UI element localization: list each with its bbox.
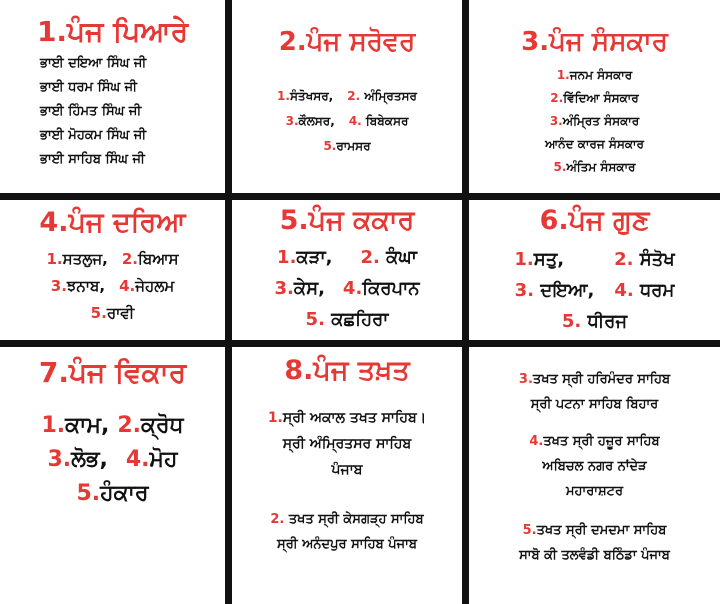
cell-panj-takht <box>232 347 462 604</box>
list-item: 1.ਸਤਲੁਜ, <box>46 250 108 268</box>
list-item: 3.ਕੌਲਸਰ, <box>285 114 335 128</box>
list-item: 5. ਕਛਹਿਰਾ <box>305 309 389 330</box>
list-item: 3.ਝਨਾਬ, <box>50 277 106 295</box>
list-item: 5.ਹੰਕਾਰ <box>76 481 149 506</box>
cell-panj-gun <box>469 200 720 340</box>
cell-title: 4.ਪੰਜ ਦਰਿਆ <box>39 207 186 238</box>
divider-vertical-1 <box>225 0 232 604</box>
list-item: 3.ਕੇਸ, <box>274 278 325 299</box>
list-item: 3.ਤਖਤ ਸ੍ਰੀ ਹਰਿਮੰਦਰ ਸਾਹਿਬ ਸ੍ਰੀ ਪਟਨਾ ਸਾਹਿਬ ਬਿਹਾਰ <box>518 372 671 412</box>
list-item: 2. ਤਖਤ ਸ੍ਰੀ ਕੇਸਗੜ੍ਹ ਸਾਹਿਬ ਸ੍ਰੀ ਅਨੰਦਪੁਰ ਸਾਹਿਬ ਪੰਜਾਬ <box>270 512 424 552</box>
divider-vertical-2 <box>462 0 469 604</box>
cell-title: 7.ਪੰਜ ਵਿਕਾਰ <box>38 356 187 389</box>
list-item: 2. ਅੰਮ੍ਰਿਤਸਰ <box>347 89 417 103</box>
list-item: 4.ਜੇਹਲਮ <box>119 277 175 295</box>
list-item: 5.ਅੰਤਿਮ ਸੰਸਕਾਰ <box>553 160 636 174</box>
list-item: 1.ਜਨਮ ਸੰਸਕਾਰ <box>556 68 633 82</box>
list-item: 5.ਤਖਤ ਸ੍ਰੀ ਦਮਦਮਾ ਸਾਹਿਬ ਸਾਬੋ ਕੀ ਤਲਵੰਡੀ ਬਠਿੰਡਾ ਪੰਜਾਬ <box>519 523 670 563</box>
list-item: 1.ਸ੍ਰੀ ਅਕਾਲ ਤਖਤ ਸਾਹਿਬ। ਸ੍ਰੀ ਅੰਮ੍ਰਿਤਸਰ ਸਾਹਿਬ ਪੰਜਾਬ <box>267 410 427 478</box>
cell-panj-vikar <box>0 347 225 604</box>
cell-title: 1.ਪੰਜ ਪਿਆਰੇ <box>36 15 189 48</box>
cell-panj-sarovar <box>232 0 462 193</box>
list-item: 4.ਤਖਤ ਸ੍ਰੀ ਹਜ਼ੂਰ ਸਾਹਿਬ ਅਬਿਚਲ ਨਗਰ ਨਾਂਦੇੜ ਮਹਾਰਾਸ਼ਟਰ <box>529 434 660 499</box>
list-item: ਭਾਈ ਸਾਹਿਬ ਸਿੰਘ ਜੀ <box>40 152 145 167</box>
list-item: 2.ਬਿਆਸ <box>121 250 179 268</box>
list-item: 4. ਬਿਬੇਕਸਰ <box>348 114 409 128</box>
list-item: 5.ਰਾਵੀ <box>90 304 135 322</box>
list-item: 5.ਰਾਮਸਰ <box>323 139 371 153</box>
list-item: 1.ਕਾਮ, <box>41 413 110 438</box>
list-item: 4.ਮੋਹ <box>125 447 178 472</box>
list-item: 3.ਲੋਭ, <box>47 447 108 472</box>
list-item: ਭਾਈ ਮੋਹਕਮ ਸਿੰਘ ਜੀ <box>40 128 147 143</box>
list-item: 2. ਕੰਘਾ <box>360 247 417 268</box>
cell-panj-daria <box>0 200 225 340</box>
cell-title: 3.ਪੰਜ ਸੰਸਕਾਰ <box>521 27 668 57</box>
list-item: 1.ਸਤੁ, <box>514 249 565 270</box>
list-item: 1.ਕੜਾ, <box>277 247 333 268</box>
list-item: ਭਾਈ ਹਿੰਮਤ ਸਿੰਘ ਜੀ <box>40 104 142 119</box>
cell-panj-kakaar <box>232 200 462 340</box>
list-item: ਭਾਈ ਦਇਆ ਸਿੰਘ ਜੀ <box>40 56 147 71</box>
list-item: ਆਨੰਦ ਕਾਰਜ ਸੰਸਕਾਰ <box>545 137 644 151</box>
list-item: 1.ਸੰਤੋਖਸਰ, <box>277 89 334 103</box>
cell-panj-piare <box>0 0 225 193</box>
list-item: 4.ਕਿਰਪਾਨ <box>342 278 420 299</box>
cell-title: 6.ਪੰਜ ਗੁਣ <box>539 205 650 236</box>
list-item: 4. ਧਰਮ <box>614 280 675 301</box>
divider-horizontal-2 <box>0 340 720 347</box>
cell-title: 2.ਪੰਜ ਸਰੋਵਰ <box>278 27 416 57</box>
list-item: 5. ਧੀਰਜ <box>561 311 628 332</box>
list-item: 3. ਦਇਆ, <box>514 280 595 301</box>
list-item: 3.ਅੰਮ੍ਰਿਤ ਸੰਸਕਾਰ <box>549 114 640 128</box>
cell-title: 5.ਪੰਜ ਕਕਾਰ <box>279 205 415 236</box>
list-item: 2.ਕ੍ਰੋਧ <box>117 413 184 438</box>
cell-takht-continued <box>469 347 720 604</box>
list-item: 2. ਸੰਤੋਖ <box>614 249 675 270</box>
cell-title: 8.ਪੰਜ ਤਖ਼ਤ <box>284 355 410 386</box>
list-item: ਭਾਈ ਧਰਮ ਸਿੰਘ ਜੀ <box>40 80 138 95</box>
cell-panj-sanskar <box>469 0 720 193</box>
list-item: 2.ਵਿੱਦਿਆ ਸੰਸਕਾਰ <box>550 91 639 105</box>
divider-horizontal-1 <box>0 193 720 200</box>
